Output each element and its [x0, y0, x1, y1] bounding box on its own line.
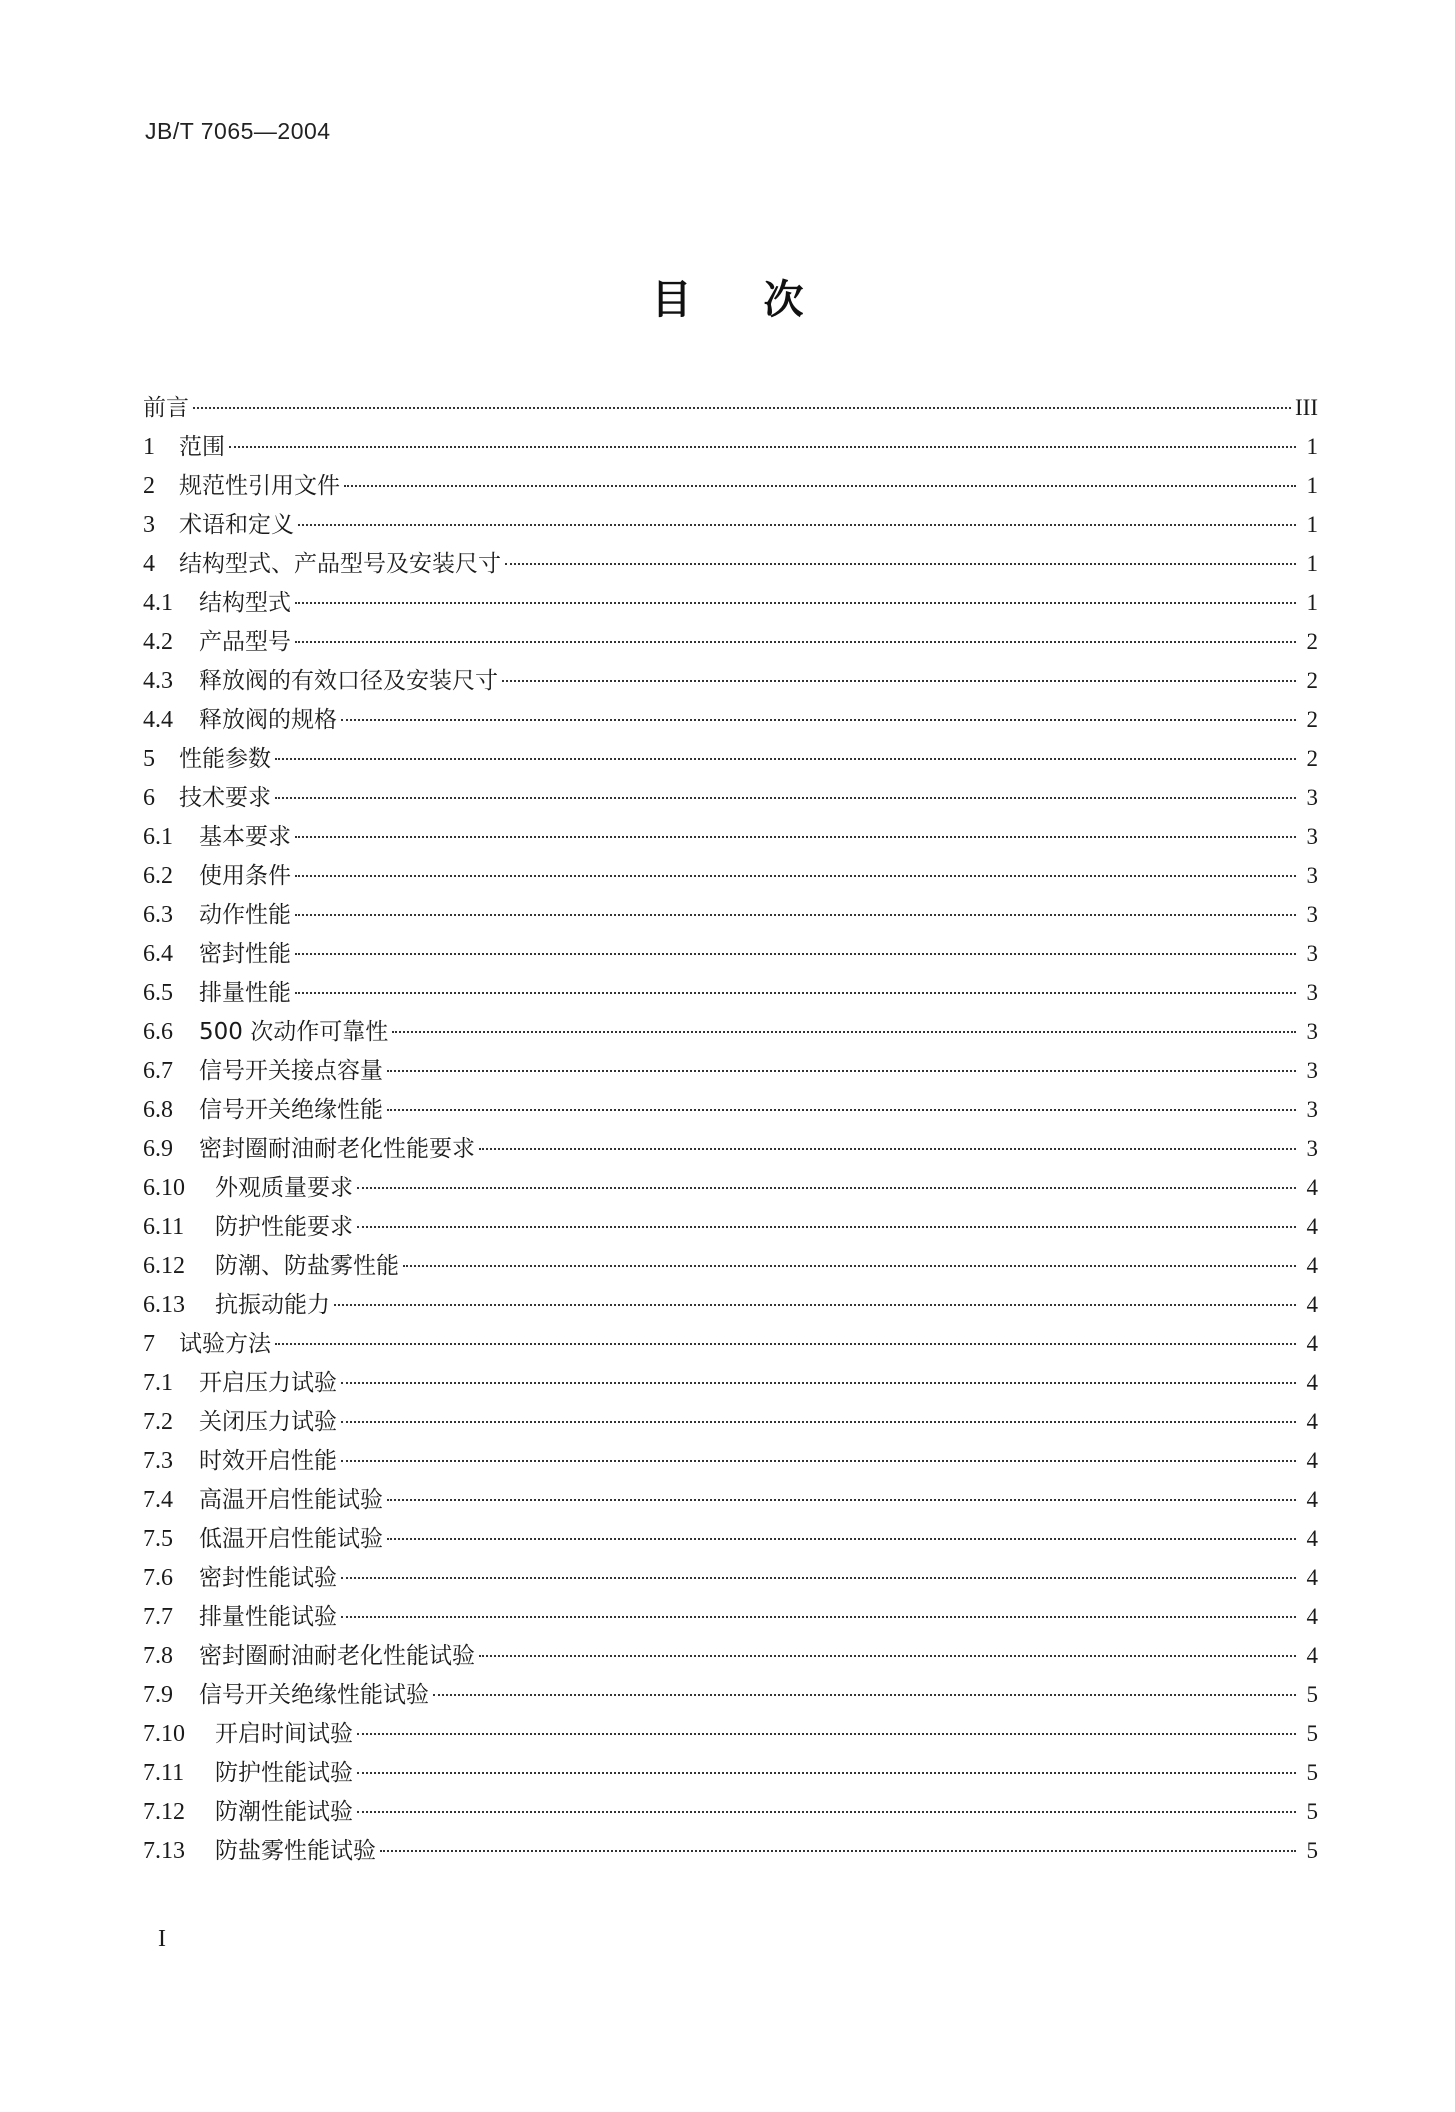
toc-dot-leader: [295, 914, 1296, 916]
toc-dot-leader: [341, 1421, 1296, 1423]
toc-entry[interactable]: [143, 934, 1318, 973]
toc-entry-page: 1: [1306, 590, 1318, 615]
toc-entry[interactable]: [143, 583, 1318, 622]
toc-entry-number: 6.9: [143, 1136, 173, 1162]
toc-entry-number: 6.7: [143, 1058, 173, 1084]
toc-entry-page: 2: [1306, 746, 1318, 771]
toc-entry[interactable]: [143, 895, 1318, 934]
toc-entry-label: 信号开关接点容量: [199, 1058, 383, 1084]
table-of-contents: [143, 388, 1318, 1870]
toc-entry-label: 防潮、防盐雾性能: [215, 1253, 399, 1279]
toc-entry[interactable]: [143, 1402, 1318, 1441]
toc-dot-leader: [357, 1187, 1296, 1189]
toc-entry-number: 7.11: [143, 1760, 185, 1786]
toc-entry-label: 抗振动能力: [215, 1292, 330, 1318]
toc-entry[interactable]: [143, 1441, 1318, 1480]
toc-entry-number: 4.1: [143, 590, 173, 616]
toc-entry-label: 信号开关绝缘性能试验: [199, 1682, 429, 1708]
toc-entry-page: 3: [1306, 1058, 1318, 1083]
toc-dot-leader: [341, 1382, 1296, 1384]
toc-entry[interactable]: [143, 1129, 1318, 1168]
toc-entry[interactable]: [143, 505, 1318, 544]
toc-dot-leader: [295, 875, 1296, 877]
toc-entry-page: 3: [1306, 1136, 1318, 1161]
toc-dot-leader: [275, 758, 1296, 760]
toc-entry[interactable]: [143, 1753, 1318, 1792]
toc-dot-leader: [295, 602, 1296, 604]
toc-entry-number: 6.1: [143, 824, 173, 850]
toc-dot-leader: [334, 1304, 1296, 1306]
toc-entry-label: 产品型号: [199, 629, 291, 655]
toc-dot-leader: [357, 1226, 1296, 1228]
toc-dot-leader: [295, 992, 1296, 994]
toc-entry-page: 1: [1306, 434, 1318, 459]
toc-entry-number: 6.4: [143, 941, 173, 967]
toc-entry-label: 前言: [143, 395, 189, 421]
toc-dot-leader: [341, 1577, 1296, 1579]
toc-entry[interactable]: [143, 466, 1318, 505]
toc-entry-number: 7.4: [143, 1487, 173, 1513]
toc-entry-label: 结构型式: [199, 590, 291, 616]
toc-entry-label: 外观质量要求: [215, 1175, 353, 1201]
toc-entry-number: 7.5: [143, 1526, 173, 1552]
toc-entry-number: 4.2: [143, 629, 173, 655]
toc-dot-leader: [295, 836, 1296, 838]
toc-entry[interactable]: [143, 1363, 1318, 1402]
toc-entry-number: 5: [143, 746, 155, 772]
toc-entry-page: 5: [1306, 1760, 1318, 1785]
toc-entry[interactable]: [143, 817, 1318, 856]
toc-entry-page: 1: [1306, 551, 1318, 576]
toc-entry-number: 1: [143, 434, 155, 460]
toc-entry-page: 4: [1306, 1292, 1318, 1317]
toc-entry-page: 4: [1306, 1175, 1318, 1200]
toc-entry-number: 6.11: [143, 1214, 185, 1240]
toc-entry-number: 6: [143, 785, 155, 811]
toc-entry-page: 5: [1306, 1799, 1318, 1824]
toc-entry-page: III: [1295, 395, 1318, 420]
toc-entry-page: 3: [1306, 1019, 1318, 1044]
toc-entry-number: 6.6: [143, 1019, 173, 1045]
toc-entry[interactable]: [143, 1597, 1318, 1636]
toc-entry-page: 5: [1306, 1721, 1318, 1746]
toc-entry-number: 7: [143, 1331, 155, 1357]
toc-dot-leader: [479, 1148, 1296, 1150]
toc-dot-leader: [229, 446, 1296, 448]
toc-entry-number: 7.8: [143, 1643, 173, 1669]
toc-entry-page: 4: [1306, 1604, 1318, 1629]
toc-entry-number: 7.6: [143, 1565, 173, 1591]
toc-dot-leader: [193, 407, 1291, 409]
toc-dot-leader: [275, 1343, 1296, 1345]
toc-entry-label: 密封性能试验: [199, 1565, 337, 1591]
toc-entry-label: 动作性能: [199, 902, 291, 928]
toc-dot-leader: [275, 797, 1296, 799]
toc-entry[interactable]: [143, 1558, 1318, 1597]
toc-entry[interactable]: [143, 700, 1318, 739]
toc-entry-page: 4: [1306, 1370, 1318, 1395]
toc-entry[interactable]: [143, 1051, 1318, 1090]
toc-entry-number: 7.13: [143, 1838, 185, 1864]
toc-entry[interactable]: [143, 1207, 1318, 1246]
toc-entry-label: 低温开启性能试验: [199, 1526, 383, 1552]
toc-entry-label: 密封圈耐油耐老化性能试验: [199, 1643, 475, 1669]
toc-dot-leader: [403, 1265, 1296, 1267]
toc-dot-leader: [502, 680, 1296, 682]
toc-entry[interactable]: [143, 856, 1318, 895]
toc-entry-label: 开启时间试验: [215, 1721, 353, 1747]
toc-dot-leader: [344, 485, 1296, 487]
toc-entry-page: 3: [1306, 785, 1318, 810]
toc-entry-page: 3: [1306, 941, 1318, 966]
toc-entry[interactable]: [143, 1675, 1318, 1714]
toc-entry-page: 4: [1306, 1253, 1318, 1278]
toc-entry-number: 6.3: [143, 902, 173, 928]
toc-entry-label: 性能参数: [179, 746, 271, 772]
toc-entry[interactable]: [143, 1792, 1318, 1831]
toc-dot-leader: [341, 1460, 1296, 1462]
toc-entry[interactable]: [143, 1480, 1318, 1519]
toc-entry[interactable]: [143, 1012, 1318, 1051]
toc-entry-label: 密封圈耐油耐老化性能要求: [199, 1136, 475, 1162]
toc-dot-leader: [387, 1499, 1296, 1501]
toc-dot-leader: [341, 1616, 1296, 1618]
toc-entry-label: 开启压力试验: [199, 1370, 337, 1396]
toc-entry-number: 2: [143, 473, 155, 499]
toc-entry-label: 防护性能要求: [215, 1214, 353, 1240]
toc-entry-label: 范围: [179, 434, 225, 460]
toc-entry-label: 规范性引用文件: [179, 473, 340, 499]
toc-entry-page: 3: [1306, 824, 1318, 849]
toc-entry-page: 4: [1306, 1565, 1318, 1590]
toc-entry-label: 信号开关绝缘性能: [199, 1097, 383, 1123]
toc-entry-page: 3: [1306, 980, 1318, 1005]
toc-dot-leader: [392, 1031, 1296, 1033]
toc-entry-label: 防盐雾性能试验: [215, 1838, 376, 1864]
toc-entry-number: 7.12: [143, 1799, 185, 1825]
toc-entry[interactable]: [143, 1519, 1318, 1558]
toc-entry-label: 释放阀的规格: [199, 707, 337, 733]
toc-dot-leader: [295, 953, 1296, 955]
toc-entry-label: 排量性能: [199, 980, 291, 1006]
toc-entry-label: 防潮性能试验: [215, 1799, 353, 1825]
standard-code: JB/T 7065—2004: [145, 118, 331, 144]
toc-entry-label: 防护性能试验: [215, 1760, 353, 1786]
toc-entry-label: 排量性能试验: [199, 1604, 337, 1630]
toc-dot-leader: [387, 1538, 1296, 1540]
toc-dot-leader: [505, 563, 1296, 565]
toc-dot-leader: [387, 1109, 1296, 1111]
toc-entry-page: 3: [1306, 863, 1318, 888]
toc-dot-leader: [433, 1694, 1296, 1696]
toc-entry-number: 7.10: [143, 1721, 185, 1747]
toc-entry[interactable]: [143, 1090, 1318, 1129]
toc-entry-number: 6.2: [143, 863, 173, 889]
toc-entry-page: 3: [1306, 1097, 1318, 1122]
toc-entry-page: 4: [1306, 1526, 1318, 1551]
toc-entry-page: 4: [1306, 1409, 1318, 1434]
toc-entry-label: 技术要求: [179, 785, 271, 811]
toc-entry[interactable]: [143, 661, 1318, 700]
toc-entry-number: 7.7: [143, 1604, 173, 1630]
toc-entry-page: 4: [1306, 1643, 1318, 1668]
toc-entry-label: 500 次动作可靠性: [199, 1019, 389, 1045]
toc-entry-page: 4: [1306, 1214, 1318, 1239]
toc-entry[interactable]: [143, 1636, 1318, 1675]
toc-dot-leader: [479, 1655, 1296, 1657]
toc-entry-page: 2: [1306, 668, 1318, 693]
toc-entry[interactable]: [143, 1831, 1318, 1870]
toc-entry-number: 4: [143, 551, 155, 577]
toc-entry-label: 试验方法: [179, 1331, 271, 1357]
toc-entry[interactable]: [143, 1714, 1318, 1753]
toc-entry-page: 1: [1306, 473, 1318, 498]
toc-dot-leader: [357, 1733, 1296, 1735]
page-title: 目次: [651, 277, 876, 323]
toc-entry-label: 密封性能: [199, 941, 291, 967]
toc-entry-number: 7.3: [143, 1448, 173, 1474]
toc-entry[interactable]: [143, 1246, 1318, 1285]
toc-entry-number: 7.2: [143, 1409, 173, 1435]
toc-entry[interactable]: [143, 1168, 1318, 1207]
toc-dot-leader: [357, 1772, 1296, 1774]
toc-entry-number: 6.13: [143, 1292, 185, 1318]
toc-entry[interactable]: [143, 1324, 1318, 1363]
toc-entry-page: 5: [1306, 1682, 1318, 1707]
toc-dot-leader: [387, 1070, 1296, 1072]
page-number: I: [158, 1926, 166, 1952]
toc-entry-number: 7.9: [143, 1682, 173, 1708]
toc-entry-number: 6.12: [143, 1253, 185, 1279]
toc-dot-leader: [295, 641, 1296, 643]
toc-entry-page: 2: [1306, 629, 1318, 654]
toc-entry-label: 关闭压力试验: [199, 1409, 337, 1435]
toc-entry-page: 4: [1306, 1448, 1318, 1473]
toc-entry-number: 6.8: [143, 1097, 173, 1123]
toc-entry-page: 4: [1306, 1487, 1318, 1512]
toc-entry-page: 3: [1306, 902, 1318, 927]
toc-dot-leader: [357, 1811, 1296, 1813]
toc-entry-page: 5: [1306, 1838, 1318, 1863]
toc-entry-number: 6.5: [143, 980, 173, 1006]
toc-entry-label: 时效开启性能: [199, 1448, 337, 1474]
toc-dot-leader: [298, 524, 1296, 526]
toc-entry-number: 6.10: [143, 1175, 185, 1201]
toc-entry[interactable]: [143, 973, 1318, 1012]
toc-entry-number: 7.1: [143, 1370, 173, 1396]
toc-entry-number: 3: [143, 512, 155, 538]
toc-entry[interactable]: [143, 622, 1318, 661]
toc-entry-page: 1: [1306, 512, 1318, 537]
toc-entry[interactable]: [143, 778, 1318, 817]
toc-entry-label: 释放阀的有效口径及安装尺寸: [199, 668, 498, 694]
toc-entry[interactable]: [143, 739, 1318, 778]
toc-entry-label: 结构型式、产品型号及安装尺寸: [179, 551, 501, 577]
toc-entry-label: 高温开启性能试验: [199, 1487, 383, 1513]
toc-entry-label: 使用条件: [199, 863, 291, 889]
toc-entry[interactable]: [143, 544, 1318, 583]
toc-entry-page: 4: [1306, 1331, 1318, 1356]
toc-entry-number: 4.4: [143, 707, 173, 733]
toc-entry[interactable]: [143, 427, 1318, 466]
toc-dot-leader: [380, 1850, 1296, 1852]
toc-entry[interactable]: [143, 1285, 1318, 1324]
toc-entry[interactable]: [143, 388, 1318, 427]
toc-entry-page: 2: [1306, 707, 1318, 732]
toc-entry-number: 4.3: [143, 668, 173, 694]
toc-dot-leader: [341, 719, 1296, 721]
toc-entry-label: 基本要求: [199, 824, 291, 850]
toc-entry-label: 术语和定义: [179, 512, 294, 538]
